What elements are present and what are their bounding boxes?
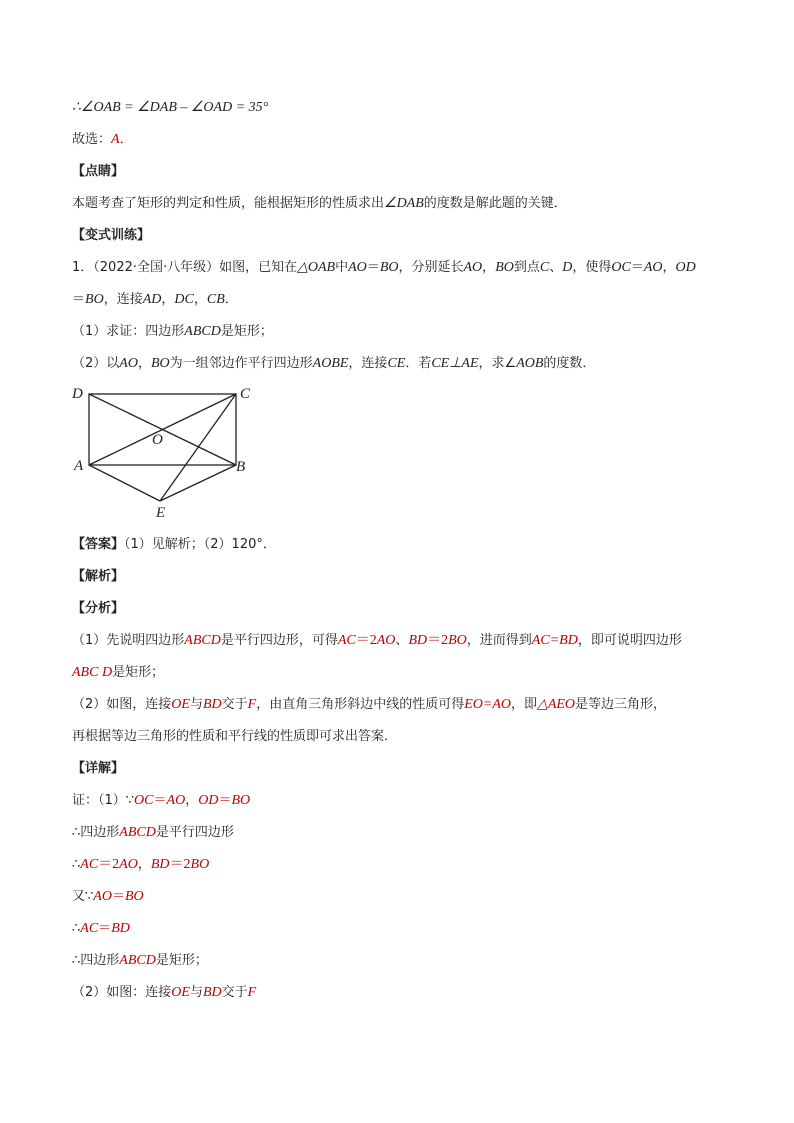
detail-header: 【详解】 xyxy=(72,761,125,776)
detail-line-5: ∴AC＝BD xyxy=(72,921,130,936)
detail-line-6: ∴四边形ABCD是矩形； xyxy=(72,953,208,968)
label-d: D xyxy=(72,386,83,402)
detail-line-7: （2）如图：连接OE与BD交于F xyxy=(72,985,257,1000)
choice-answer: A xyxy=(111,132,120,147)
answer-header: 【答案】 xyxy=(72,537,125,552)
answer-text: （1）见解析；（2）120°． xyxy=(124,537,276,552)
label-o: O xyxy=(152,432,163,448)
analysis-line-4: 再根据等边三角形的性质和平行线的性质即可求出答案． xyxy=(72,729,398,744)
sub-question-1: （1）求证：四边形ABCD是矩形； xyxy=(72,324,273,339)
choice-line: 故选：A． xyxy=(72,132,133,147)
detail-line-1: 证：（1）∵OC＝AO，OD＝BO xyxy=(72,793,251,808)
segment-ae xyxy=(89,465,160,501)
analysis-line-2: ABC D是矩形； xyxy=(72,665,165,680)
sub-question-2: （2）以AO，BO为一组邻边作平行四边形AOBE，连接CE．若CE⊥AE，求∠AOB的度数． xyxy=(72,356,596,371)
analysis-line-3: （2）如图，连接OE与BD交于F，由直角三角形斜边中线的性质可得EO=AO，即△AEO是等边三角形， xyxy=(72,697,667,712)
label-e: E xyxy=(156,505,166,521)
dianjing-header: 【点睛】 xyxy=(72,164,125,179)
analysis-subheader: 【分析】 xyxy=(72,601,125,616)
practice-header: 【变式训练】 xyxy=(72,228,151,243)
question-line-2: ＝BO，连接AD，DC，CB． xyxy=(72,292,238,307)
detail-line-4: 又∵AO＝BO xyxy=(72,889,144,904)
answer-line xyxy=(72,535,276,555)
label-a: A xyxy=(74,458,84,474)
segment-be xyxy=(160,465,236,501)
label-c: C xyxy=(240,386,251,402)
analysis-header: 【解析】 xyxy=(72,569,125,584)
analysis-line-1: （1）先说明四边形ABCD是平行四边形，可得AC＝2AO、BD＝2BO，进而得到AC=BD，即可说明四边形 xyxy=(72,633,682,648)
detail-line-3: ∴AC＝2AO，BD＝2BO xyxy=(72,857,210,872)
label-b: B xyxy=(236,459,246,475)
question-line-1: 1．（2022·全国·八年级）如图，已知在△OAB中AO＝BO，分别延长AO，BO到点C、D，使得OC＝AO，OD xyxy=(72,260,696,275)
detail-line-2: ∴四边形ABCD是平行四边形 xyxy=(72,825,234,840)
segment-ce xyxy=(160,394,236,501)
conclusion-line xyxy=(72,98,268,118)
dianjing-text: 本题考查了矩形的判定和性质，能根据矩形的性质求出∠DAB的度数是解此题的关键． xyxy=(72,196,567,211)
angle-equation: ∴∠OAB = ∠DAB – ∠OAD = 35° xyxy=(72,100,269,115)
geometry-figure xyxy=(72,382,272,532)
